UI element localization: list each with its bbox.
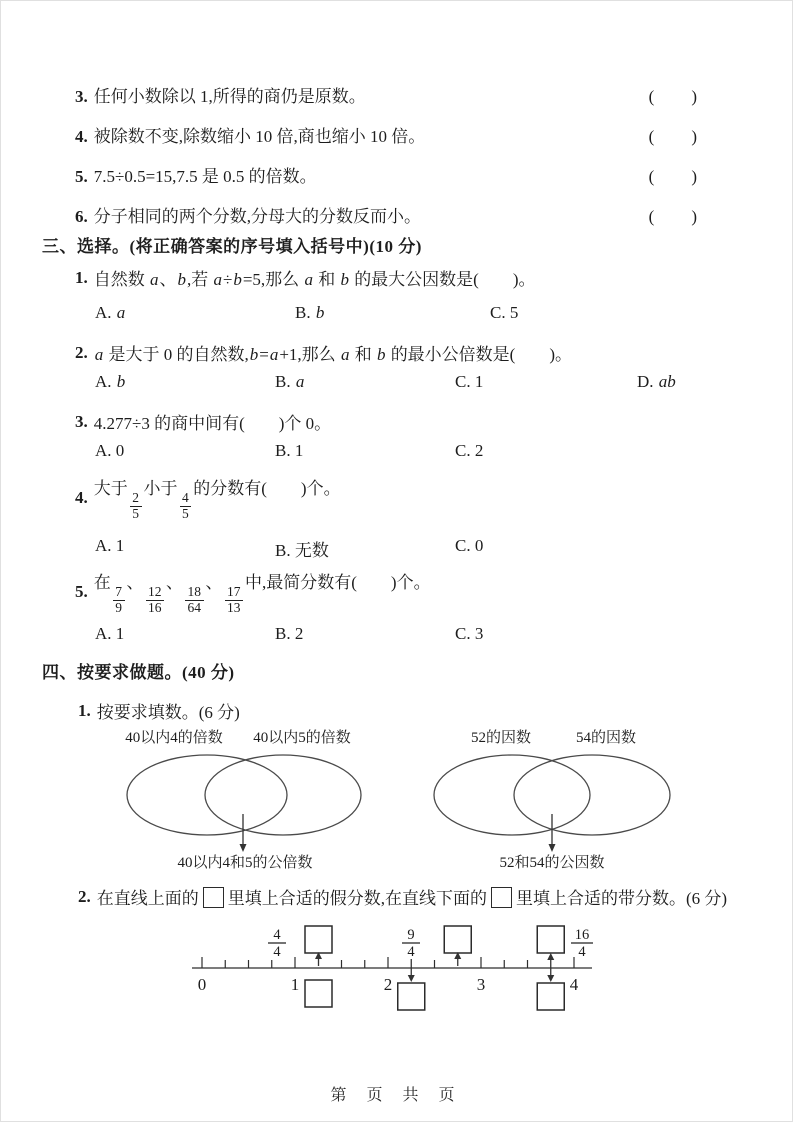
venn-right-label-1: 52的因数 — [470, 730, 532, 746]
answer-bracket: ( ) — [648, 127, 698, 146]
choice-question-2 — [75, 340, 753, 365]
question-number: 3. — [75, 87, 88, 106]
section-choice-heading: 三、选择。(将正确答案的序号填入括号中)(10 分) — [42, 237, 422, 256]
answer-box-below — [537, 983, 564, 1010]
venn-ellipse — [127, 755, 287, 835]
fraction-9-4 — [402, 927, 420, 960]
answer-bracket: ( ) — [648, 167, 698, 186]
venn-ellipse — [434, 755, 590, 835]
option-a: A. b — [95, 372, 126, 391]
choice-question-3 — [75, 409, 753, 434]
question-number: 4. — [75, 487, 88, 507]
option-c: C. 5 — [490, 303, 519, 322]
fraction-denominator: 4 — [578, 944, 586, 960]
venn-right-label-2: 54的因数 — [575, 730, 637, 746]
option-a: A. a — [95, 303, 126, 322]
fraction-numerator: 9 — [407, 927, 415, 943]
question-number: 5. — [75, 581, 88, 601]
option-a: A. 1 — [95, 536, 125, 555]
option-b: B. a — [275, 372, 305, 391]
arrow-head-down-icon — [408, 975, 415, 982]
fraction-denominator: 4 — [273, 944, 281, 960]
answer-box-above — [444, 926, 471, 953]
fraction: $\frac{17}{13}$ — [225, 585, 244, 616]
number-line — [188, 922, 608, 1017]
fraction: $\frac{2}{5}$ — [130, 491, 142, 522]
venn-diagram-multiples — [90, 726, 400, 874]
venn-left-label-2: 40以内5的倍数 — [253, 730, 351, 746]
answer-bracket: ( ) — [648, 87, 698, 106]
option-c: C. 3 — [455, 624, 484, 643]
question-number: 6. — [75, 207, 88, 226]
venn-diagram-factors — [428, 726, 688, 874]
question-number: 1. — [75, 267, 88, 287]
option-b: B. 无数 — [275, 541, 329, 560]
tick-label-3: 3 — [476, 975, 486, 994]
question-number: 3. — [75, 411, 88, 431]
judge-question-6 — [75, 202, 698, 227]
arrow-head-down-icon — [240, 844, 247, 852]
question-number: 2. — [75, 342, 88, 362]
question-text: 任何小数除以 1,所得的商仍是原数。 — [93, 87, 366, 106]
question-number: 5. — [75, 167, 88, 186]
option-b: B. 2 — [275, 624, 304, 643]
answer-box-below — [305, 980, 332, 1007]
answer-box-below — [398, 983, 425, 1010]
option-c: C. 0 — [455, 536, 484, 555]
option-d: D. ab — [637, 372, 676, 391]
arrow-head-down-icon — [547, 975, 554, 982]
venn-ellipse — [514, 755, 670, 835]
option-b: B. 1 — [275, 441, 304, 460]
judge-question-3 — [75, 82, 698, 107]
question-text: 7.5÷0.5=15,7.5 是 0.5 的倍数。 — [93, 167, 317, 186]
venn-right-bottom-label: 52和54的公因数 — [499, 855, 605, 871]
choice-question-5 — [75, 568, 753, 616]
question-number: 2. — [78, 886, 91, 906]
question-text: 被除数不变,除数缩小 10 倍,商也缩小 10 倍。 — [93, 127, 426, 146]
question-text: 4.277÷3 的商中间有( )个 0。 — [93, 414, 332, 433]
choice-options-3 — [0, 441, 793, 467]
answer-bracket: ( ) — [648, 207, 698, 226]
question-text: a 是大于 0 的自然数,b=a+1,那么 a 和 b 的最小公倍数是( )。 — [94, 345, 573, 364]
question-text: 按要求填数。(6 分) — [96, 703, 240, 722]
option-c: C. 1 — [455, 372, 484, 391]
choice-question-1 — [75, 265, 753, 290]
answer-box-above — [305, 926, 332, 953]
fraction-numerator: 16 — [574, 927, 590, 943]
task-2-prompt — [78, 884, 753, 909]
fraction-numerator: 4 — [273, 927, 281, 943]
tick-marks — [202, 957, 574, 968]
section-four-heading: 四、按要求做题。(40 分) — [42, 663, 235, 682]
choice-options-4 — [0, 536, 793, 562]
question-text: 大于 $\frac{2}{5}$ 小于 $\frac{4}{5}$ 的分数有( )个。 — [93, 479, 341, 521]
arrow-head-up-icon — [547, 953, 554, 960]
venn-left-bottom-label: 40以内4和5的公倍数 — [177, 855, 313, 871]
arrow-head-down-icon — [549, 844, 556, 852]
tick-label-2: 2 — [383, 975, 393, 994]
question-text: 在 $\frac{7}{9}$ 、 $\frac{12}{16}$ 、 $\frac{18}{64}$ 、 $\frac{17}{13}$ 中,最简分数有( )个。 — [93, 573, 431, 615]
choice-options-2 — [0, 372, 793, 398]
page-footer: 第 页 共 页 — [330, 1087, 463, 1104]
tick-label-1: 1 — [290, 975, 300, 994]
question-text: 在直线上面的 里填上合适的假分数,在直线下面的 里填上合适的带分数。(6 分) — [96, 889, 728, 908]
option-a: A. 1 — [95, 624, 125, 643]
fill-in-box — [203, 887, 224, 908]
question-number: 1. — [78, 700, 91, 720]
tick-label-4: 4 — [569, 975, 579, 994]
fraction: $\frac{18}{64}$ — [185, 585, 204, 616]
answer-box-above — [537, 926, 564, 953]
task-1-prompt — [78, 698, 753, 723]
fraction: $\frac{4}{5}$ — [180, 491, 192, 522]
question-number: 4. — [75, 127, 88, 146]
choice-question-4 — [75, 474, 753, 522]
option-a: A. 0 — [95, 441, 125, 460]
question-text: 自然数 a、b,若 a÷b=5,那么 a 和 b 的最大公因数是( )。 — [93, 270, 536, 289]
judge-question-4 — [75, 122, 698, 147]
question-text: 分子相同的两个分数,分母大的分数反而小。 — [93, 207, 421, 226]
choice-options-1 — [0, 303, 793, 329]
fraction-denominator: 4 — [407, 944, 415, 960]
venn-ellipse — [205, 755, 361, 835]
fraction-4-4 — [268, 927, 286, 960]
venn-left-label-1: 40以内4的倍数 — [125, 730, 223, 746]
fraction-16-4 — [571, 927, 593, 960]
tick-label-0: 0 — [197, 975, 207, 994]
fraction: $\frac{7}{9}$ — [113, 585, 125, 616]
judge-question-5 — [75, 162, 698, 187]
fraction: $\frac{12}{16}$ — [146, 585, 165, 616]
option-b: B. b — [295, 303, 325, 322]
option-c: C. 2 — [455, 441, 484, 460]
fill-in-box — [491, 887, 512, 908]
choice-options-5 — [0, 624, 793, 650]
